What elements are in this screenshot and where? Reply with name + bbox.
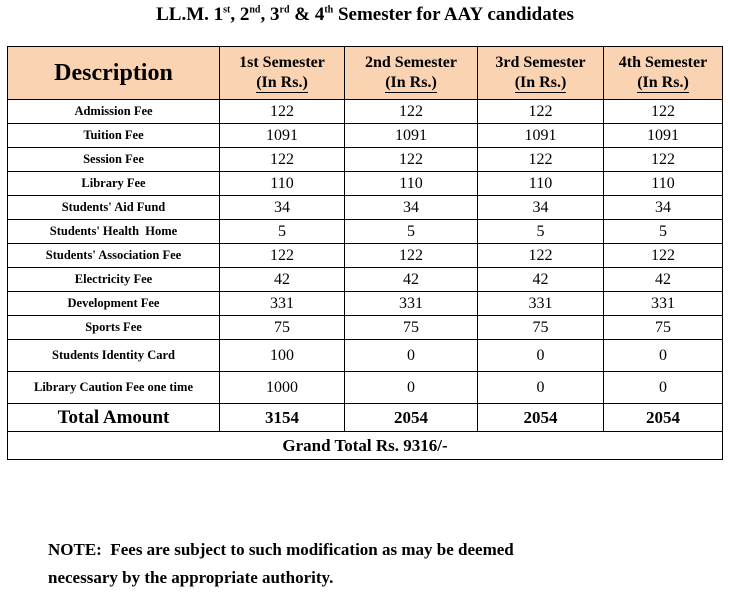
cell-value: 0: [345, 372, 478, 404]
cell-value: 331: [345, 292, 478, 316]
cell-value: 34: [345, 196, 478, 220]
table-row: [8, 268, 723, 292]
description-header: Description: [8, 47, 220, 100]
total-label: Total Amount: [8, 404, 220, 432]
note-line-2: necessary by the appropriate authority.: [48, 568, 334, 587]
cell-value: 331: [604, 292, 723, 316]
total-value: 2054: [604, 404, 723, 432]
table-row: [8, 340, 723, 372]
cell-value: 1091: [220, 124, 345, 148]
row-label: Students' Association Fee: [8, 244, 220, 268]
cell-value: 34: [220, 196, 345, 220]
cell-value: 34: [604, 196, 723, 220]
cell-value: 5: [220, 220, 345, 244]
cell-value: 0: [604, 340, 723, 372]
cell-value: 34: [478, 196, 604, 220]
cell-value: 122: [220, 244, 345, 268]
table-row: [8, 196, 723, 220]
table-row: [8, 292, 723, 316]
cell-value: 122: [220, 148, 345, 172]
total-value: 2054: [478, 404, 604, 432]
cell-value: 42: [478, 268, 604, 292]
cell-value: 110: [604, 172, 723, 196]
total-row: [8, 404, 723, 432]
cell-value: 122: [604, 244, 723, 268]
table-row: [8, 124, 723, 148]
page-title: LL.M. 1st, 2nd, 3rd & 4th Semester for AAY candidates: [156, 4, 574, 25]
column-header-sem1: 1st Semester (In Rs.): [220, 47, 345, 100]
grand-total: Grand Total Rs. 9316/-: [8, 432, 723, 460]
table-row: [8, 244, 723, 268]
cell-value: 0: [478, 372, 604, 404]
cell-value: 122: [478, 100, 604, 124]
cell-value: 75: [220, 316, 345, 340]
cell-value: 122: [478, 244, 604, 268]
cell-value: 122: [220, 100, 345, 124]
cell-value: 5: [604, 220, 723, 244]
cell-value: 110: [478, 172, 604, 196]
cell-value: 122: [345, 100, 478, 124]
cell-value: 0: [604, 372, 723, 404]
table-row: [8, 372, 723, 404]
table-row: [8, 316, 723, 340]
cell-value: 110: [220, 172, 345, 196]
cell-value: 42: [220, 268, 345, 292]
row-label: Admission Fee: [8, 100, 220, 124]
cell-value: 1091: [345, 124, 478, 148]
cell-value: 5: [478, 220, 604, 244]
cell-value: 122: [478, 148, 604, 172]
cell-value: 1000: [220, 372, 345, 404]
column-header-sem2: 2nd Semester (In Rs.): [345, 47, 478, 100]
cell-value: 75: [604, 316, 723, 340]
table-row: [8, 172, 723, 196]
cell-value: 42: [345, 268, 478, 292]
grand-total-row: [8, 432, 723, 460]
cell-value: 110: [345, 172, 478, 196]
row-label: Students' Health Home: [8, 220, 220, 244]
row-label: Development Fee: [8, 292, 220, 316]
cell-value: 122: [345, 148, 478, 172]
row-label: Students' Aid Fund: [8, 196, 220, 220]
table-row: [8, 220, 723, 244]
fee-table: [7, 46, 723, 460]
row-label: Students Identity Card: [8, 340, 220, 372]
column-header-sem4: 4th Semester (In Rs.): [604, 47, 723, 100]
row-label: Library Caution Fee one time: [8, 372, 220, 404]
cell-value: 42: [604, 268, 723, 292]
column-header-sem3: 3rd Semester (In Rs.): [478, 47, 604, 100]
cell-value: 75: [478, 316, 604, 340]
cell-value: 100: [220, 340, 345, 372]
cell-value: 75: [345, 316, 478, 340]
cell-value: 1091: [604, 124, 723, 148]
total-value: 3154: [220, 404, 345, 432]
cell-value: 0: [478, 340, 604, 372]
cell-value: 331: [220, 292, 345, 316]
cell-value: 331: [478, 292, 604, 316]
row-label: Sports Fee: [8, 316, 220, 340]
row-label: Library Fee: [8, 172, 220, 196]
table-row: [8, 100, 723, 124]
header-row: [8, 47, 723, 100]
cell-value: 1091: [478, 124, 604, 148]
cell-value: 5: [345, 220, 478, 244]
row-label: Session Fee: [8, 148, 220, 172]
cell-value: 122: [604, 100, 723, 124]
cell-value: 122: [345, 244, 478, 268]
cell-value: 122: [604, 148, 723, 172]
table-row: [8, 148, 723, 172]
total-value: 2054: [345, 404, 478, 432]
row-label: Electricity Fee: [8, 268, 220, 292]
cell-value: 0: [345, 340, 478, 372]
fee-note: [48, 536, 688, 592]
row-label: Tuition Fee: [8, 124, 220, 148]
note-line-1: NOTE: Fees are subject to such modification as may be deemed: [48, 540, 514, 559]
